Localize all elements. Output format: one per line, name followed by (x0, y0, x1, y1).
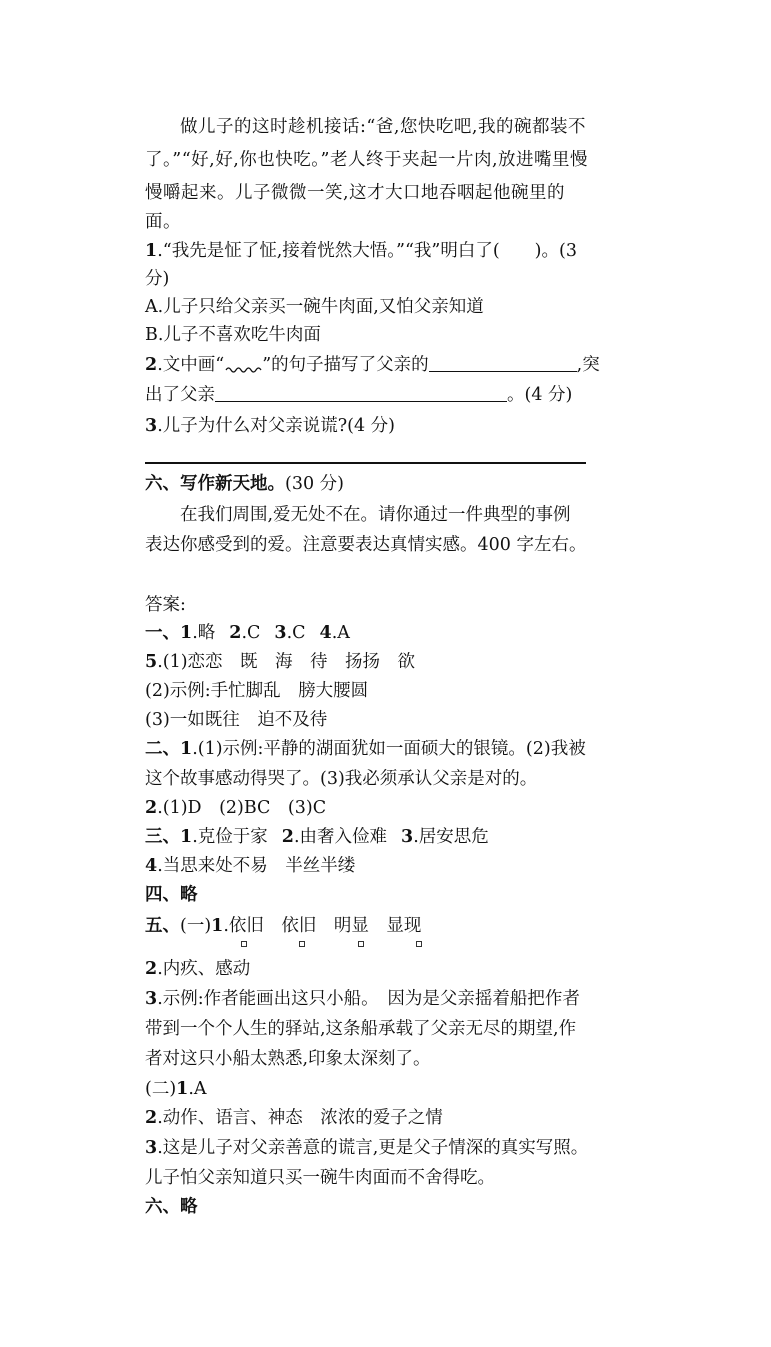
question-1: 1.“我先是怔了怔,接着恍然大悟。”“我”明白了( )。(3 (145, 241, 577, 261)
answers-section-2: 二、1.(1)示例:平静的湖面犹如一面硕大的银镜。(2)我被 (145, 739, 586, 759)
answers-5-3: 3.示例:作者能画出这只小船。 因为是父亲摇着船把作者 (145, 989, 580, 1009)
writing-prompt-line-2: 表达你感受到的爱。注意要表达真情实感。400 字左右。 (145, 535, 587, 555)
answers-section-3: 三、1.克俭于家 2.由奢入俭难 3.居安思危 (145, 827, 489, 847)
question-1-option-b: B.儿子不喜欢吃牛肉面 (145, 325, 321, 345)
answer-line[interactable] (145, 462, 586, 464)
answers-5-2: 2.内疚、感动 (145, 959, 251, 979)
answers-2-1-continued: 这个故事感动得哭了。(3)我必须承认父亲是对的。 (145, 769, 538, 789)
question-2-line-2: 出了父亲 。(4 分) (145, 385, 573, 405)
story-line-4: 面。 (145, 212, 181, 232)
question-1-option-a: A.儿子只给父亲买一碗牛肉面,又怕父亲知道 (145, 297, 484, 317)
story-line-2: 了。”“好,好,你也快吃。”老人终于夹起一片肉,放进嘴里慢 (145, 150, 589, 170)
story-line-1: 做儿子的这时趁机接话:“爸,您快吃吧,我的碗都装不 (180, 117, 586, 137)
story-line-3: 慢嚼起来。儿子微微一笑,这才大口地吞咽起他碗里的 (145, 183, 566, 203)
wavy-underline-icon (224, 356, 262, 374)
answers-5-b3: 3.这是儿子对父亲善意的谎言,更是父子情深的真实写照。 (145, 1138, 589, 1158)
emphasis-dot-icon (358, 941, 364, 947)
emphasis-dot-icon (299, 941, 305, 947)
question-1-continued: 分) (145, 269, 170, 289)
answers-5-b1: (二)1.A (145, 1079, 207, 1099)
answer-blank-2[interactable] (215, 383, 507, 402)
answer-blank-1[interactable] (429, 353, 577, 372)
answers-1-5-3: (3)一如既往 迫不及待 (145, 710, 328, 730)
question-3: 3.儿子为什么对父亲说谎?(4 分) (145, 416, 395, 436)
answers-section-5: 五、(一)1.依旧 依旧 明显 显现 (145, 916, 422, 936)
writing-prompt-line-1: 在我们周围,爱无处不在。请你通过一件典型的事例 (180, 505, 571, 525)
answers-5-3-line-3: 者对这只小船太熟悉,印象太深刻了。 (145, 1049, 431, 1069)
answers-1-5: 5.(1)恋恋 既 海 待 扬扬 欲 (145, 652, 416, 672)
answers-5-3-line-2: 带到一个个人生的驿站,这条船承载了父亲无尽的期望,作 (145, 1019, 577, 1039)
answers-title: 答案: (145, 595, 186, 615)
question-2: 2.文中画“ ”的句子描写了父亲的 ,突 (145, 355, 600, 375)
emphasis-dot-icon (416, 941, 422, 947)
emphasis-dot-icon (241, 941, 247, 947)
writing-heading: 六、写作新天地。(30 分) (145, 474, 344, 494)
answers-5-b2: 2.动作、语言、神态 浓浓的爱子之情 (145, 1108, 443, 1128)
answers-section-4: 四、略 (145, 885, 198, 905)
answers-2-2: 2.(1)D (2)BC (3)C (145, 798, 327, 818)
answers-3-4: 4.当思来处不易 半丝半缕 (145, 856, 356, 876)
answers-section-6: 六、略 (145, 1197, 198, 1217)
answers-5-b3-line-2: 儿子怕父亲知道只买一碗牛肉面而不舍得吃。 (145, 1168, 495, 1188)
answers-section-1: 一、1.略 2.C 3.C 4.A (145, 623, 350, 643)
answers-1-5-2: (2)示例:手忙脚乱 膀大腰圆 (145, 681, 369, 701)
